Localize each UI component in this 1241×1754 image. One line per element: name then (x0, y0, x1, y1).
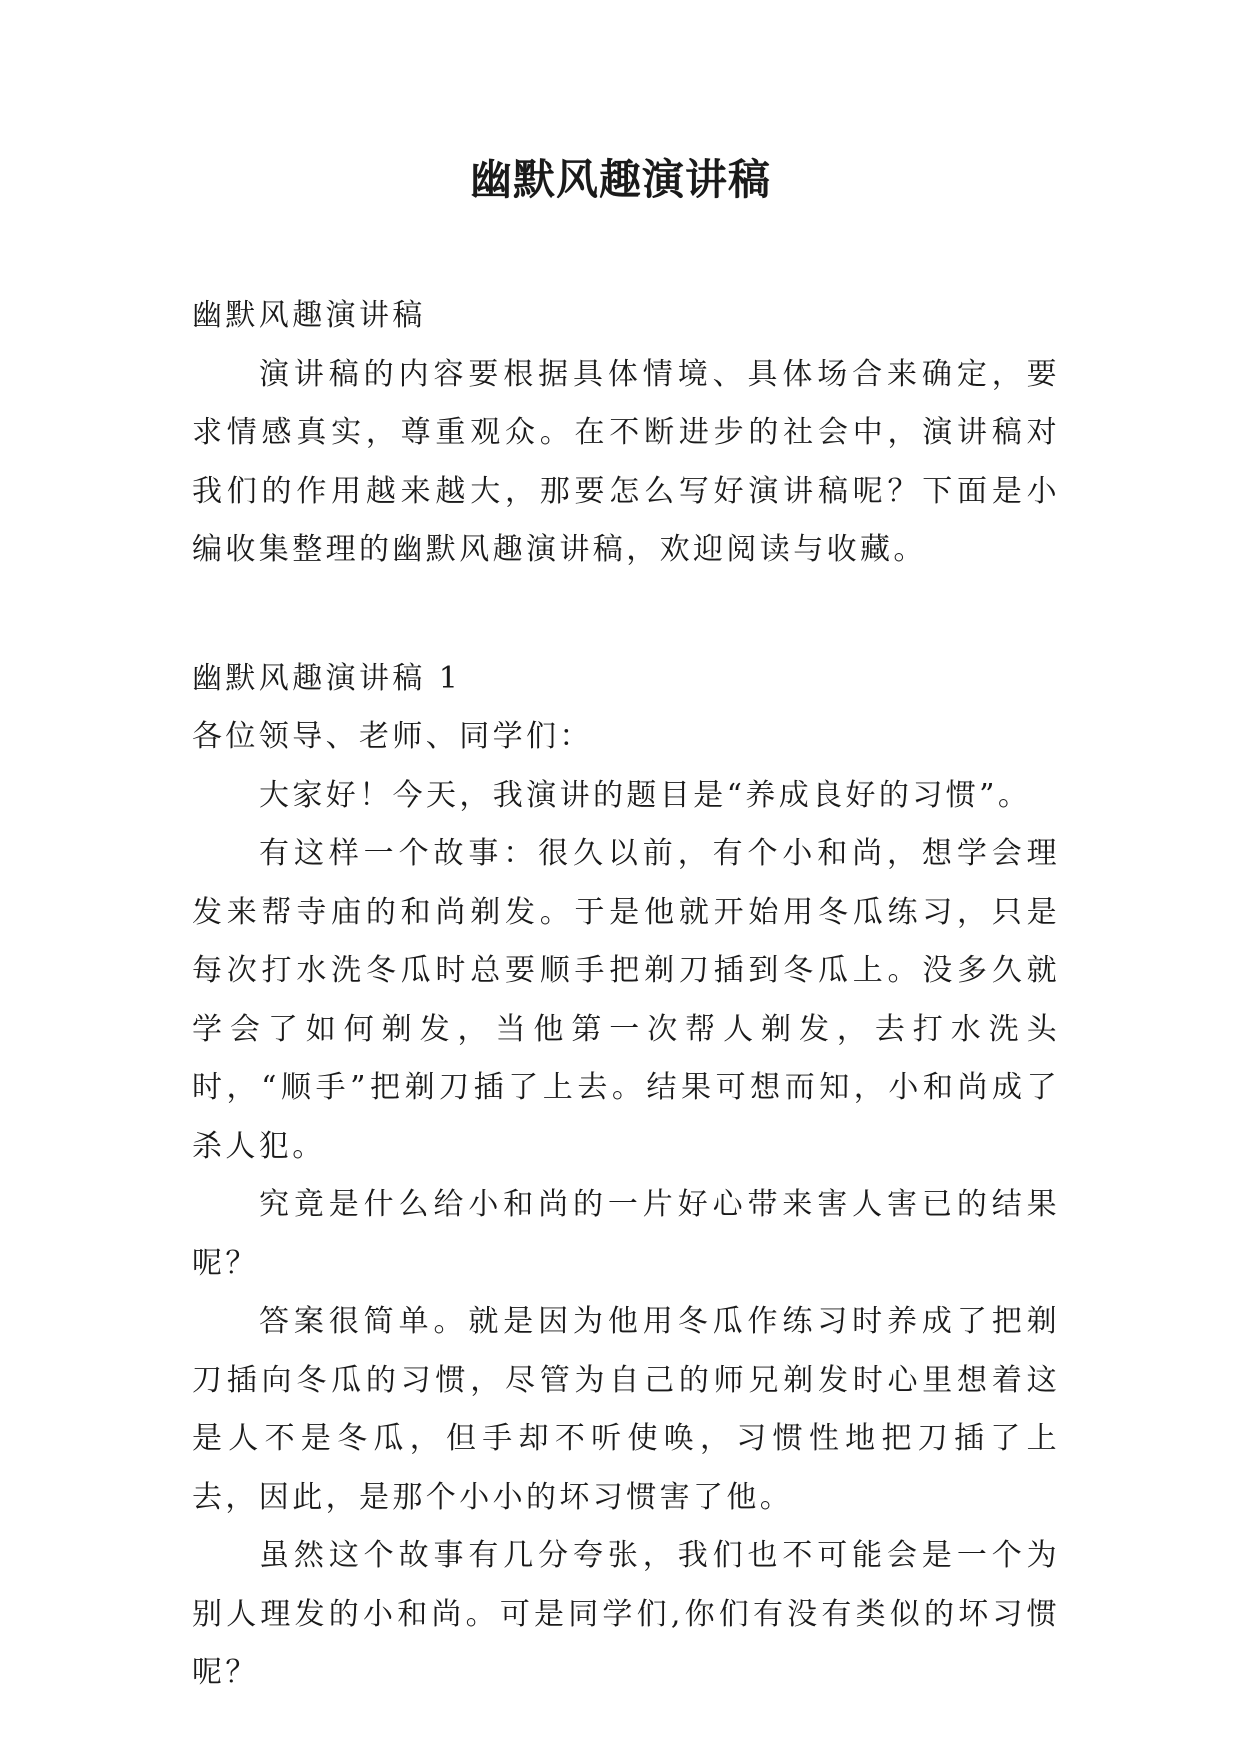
body-paragraph: 答案很简单。就是因为他用冬瓜作练习时养成了把剃刀插向冬瓜的习惯，尽管为自己的师兄剃发时心里想着这是人不是冬瓜，但手却不听使唤，习惯性地把刀插了上去，因此，是那个小小的坏习惯害了他。 (192, 1304, 1060, 1515)
speech-heading: 幽默风趣演讲稿 1 (192, 660, 462, 696)
paragraph-gap (192, 580, 1060, 650)
body-paragraph: 究竟是什么给小和尚的一片好心带来害人害已的结果呢？ (192, 1187, 1060, 1281)
intro-paragraph: 演讲稿的内容要根据具体情境、具体场合来确定，要求情感真实，尊重观众。在不断进步的社会中，演讲稿对我们的作用越来越大，那要怎么写好演讲稿呢？下面是小编收集整理的幽默风趣演讲稿，欢迎阅读与收藏。 (192, 356, 1060, 567)
document-title: 幽默风趣演讲稿 (469, 155, 771, 204)
document-body (192, 287, 1060, 1703)
body-paragraph: 虽然这个故事有几分夸张，我们也不可能会是一个为别人理发的小和尚。可是同学们,你们有没有类似的坏习惯呢？ (192, 1538, 1060, 1690)
body-paragraph: 大家好！今天，我演讲的题目是“养成良好的习惯”。 (259, 777, 1032, 813)
salutation: 各位领导、老师、同学们： (192, 719, 593, 754)
body-paragraph: 有这样一个故事：很久以前，有个小和尚，想学会理发来帮寺庙的和尚剃发。于是他就开始用冬瓜练习，只是每次打水洗冬瓜时总要顺手把剃刀插到冬瓜上。没多久就学会了如何剃发，当他第一次帮人剃发，去打水洗头时，“顺手”把剃刀插了上去。结果可想而知，小和尚成了杀人犯。 (192, 836, 1060, 1164)
section-heading: 幽默风趣演讲稿 (192, 298, 426, 333)
